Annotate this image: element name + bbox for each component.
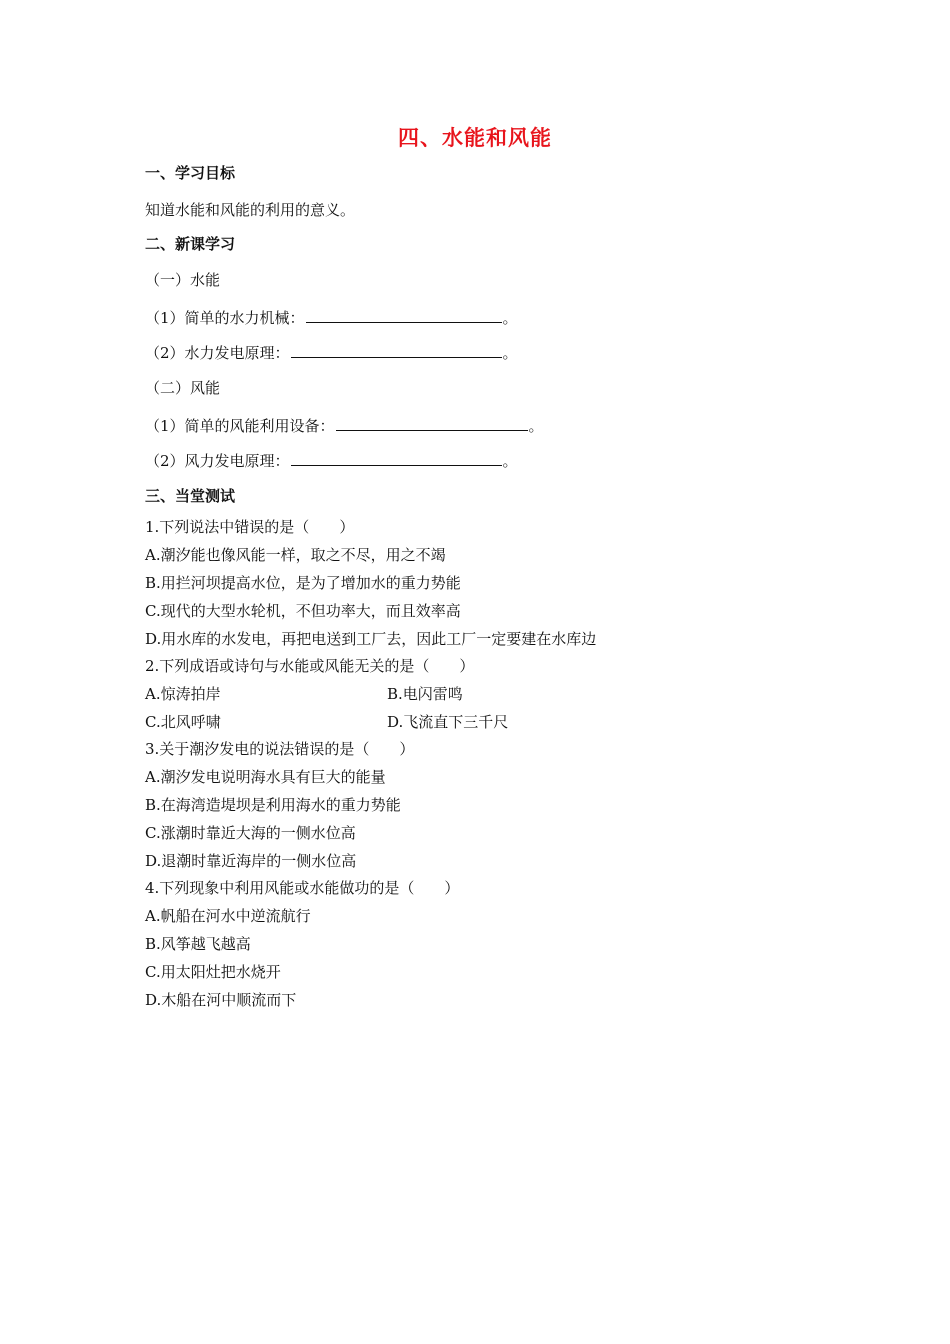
fill-in-hydraulic-machinery [145,307,518,328]
question-1-option-a: A.潮汐能也像风能一样，取之不尽，用之不竭 [145,546,446,564]
page-title: 四、水能和风能 [398,126,552,150]
fill-in-wind-power-principle [145,450,518,471]
fill-in-wind-devices [145,415,544,436]
fill-in-end: 。 [502,309,518,327]
question-1-option-c: C.现代的大型水轮机，不但功率大，而且效率高 [145,602,461,620]
fill-in-end: 。 [502,344,518,362]
fill-in-hydropower-principle [145,342,518,363]
question-2-option-c: C.北风呼啸 [145,713,221,731]
question-1-option-b: B.用拦河坝提高水位，是为了增加水的重力势能 [145,574,461,592]
section-heading-new-lesson: 二、新课学习 [145,235,236,253]
question-4-option-b: B.风筝越飞越高 [145,935,251,953]
question-3-option-b: B.在海湾造堤坝是利用海水的重力势能 [145,796,401,814]
subsection-water-energy: （一）水能 [145,271,221,289]
fill-in-end: 。 [502,452,518,470]
fill-in-label: （1）简单的水力机械： [145,309,305,327]
section-heading-goals: 一、学习目标 [145,164,236,182]
goal-text: 知道水能和风能的利用的意义。 [145,201,356,219]
answer-blank[interactable] [336,415,528,431]
question-3-stem: 3.关于潮汐发电的说法错误的是（ ） [145,740,415,758]
answer-blank[interactable] [291,450,502,466]
subsection-wind-energy: （二）风能 [145,379,221,397]
section-heading-test: 三、当堂测试 [145,487,236,505]
fill-in-end: 。 [528,417,544,435]
question-1-option-d: D.用水库的水发电，再把电送到工厂去，因此工厂一定要建在水库边 [145,630,597,648]
answer-blank[interactable] [291,342,502,358]
fill-in-label: （2）风力发电原理： [145,452,290,470]
fill-in-label: （2）水力发电原理： [145,344,290,362]
question-2-stem: 2.下列成语或诗句与水能或风能无关的是（ ） [145,657,475,675]
question-4-option-c: C.用太阳灶把水烧开 [145,963,281,981]
question-3-option-a: A.潮汐发电说明海水具有巨大的能量 [145,768,386,786]
question-2-option-a: A.惊涛拍岸 [145,685,221,703]
question-4-option-d: D.木船在河中顺流而下 [145,991,297,1009]
question-2-option-d: D.飞流直下三千尺 [387,713,509,731]
question-4-option-a: A.帆船在河水中逆流航行 [145,907,311,925]
fill-in-label: （1）简单的风能利用设备： [145,417,335,435]
question-3-option-d: D.退潮时靠近海岸的一侧水位高 [145,852,357,870]
question-4-stem: 4.下列现象中利用风能或水能做功的是（ ） [145,879,460,897]
question-2-option-b: B.电闪雷鸣 [387,685,463,703]
answer-blank[interactable] [306,307,502,323]
question-1-stem: 1.下列说法中错误的是（ ） [145,518,355,536]
question-3-option-c: C.涨潮时靠近大海的一侧水位高 [145,824,356,842]
